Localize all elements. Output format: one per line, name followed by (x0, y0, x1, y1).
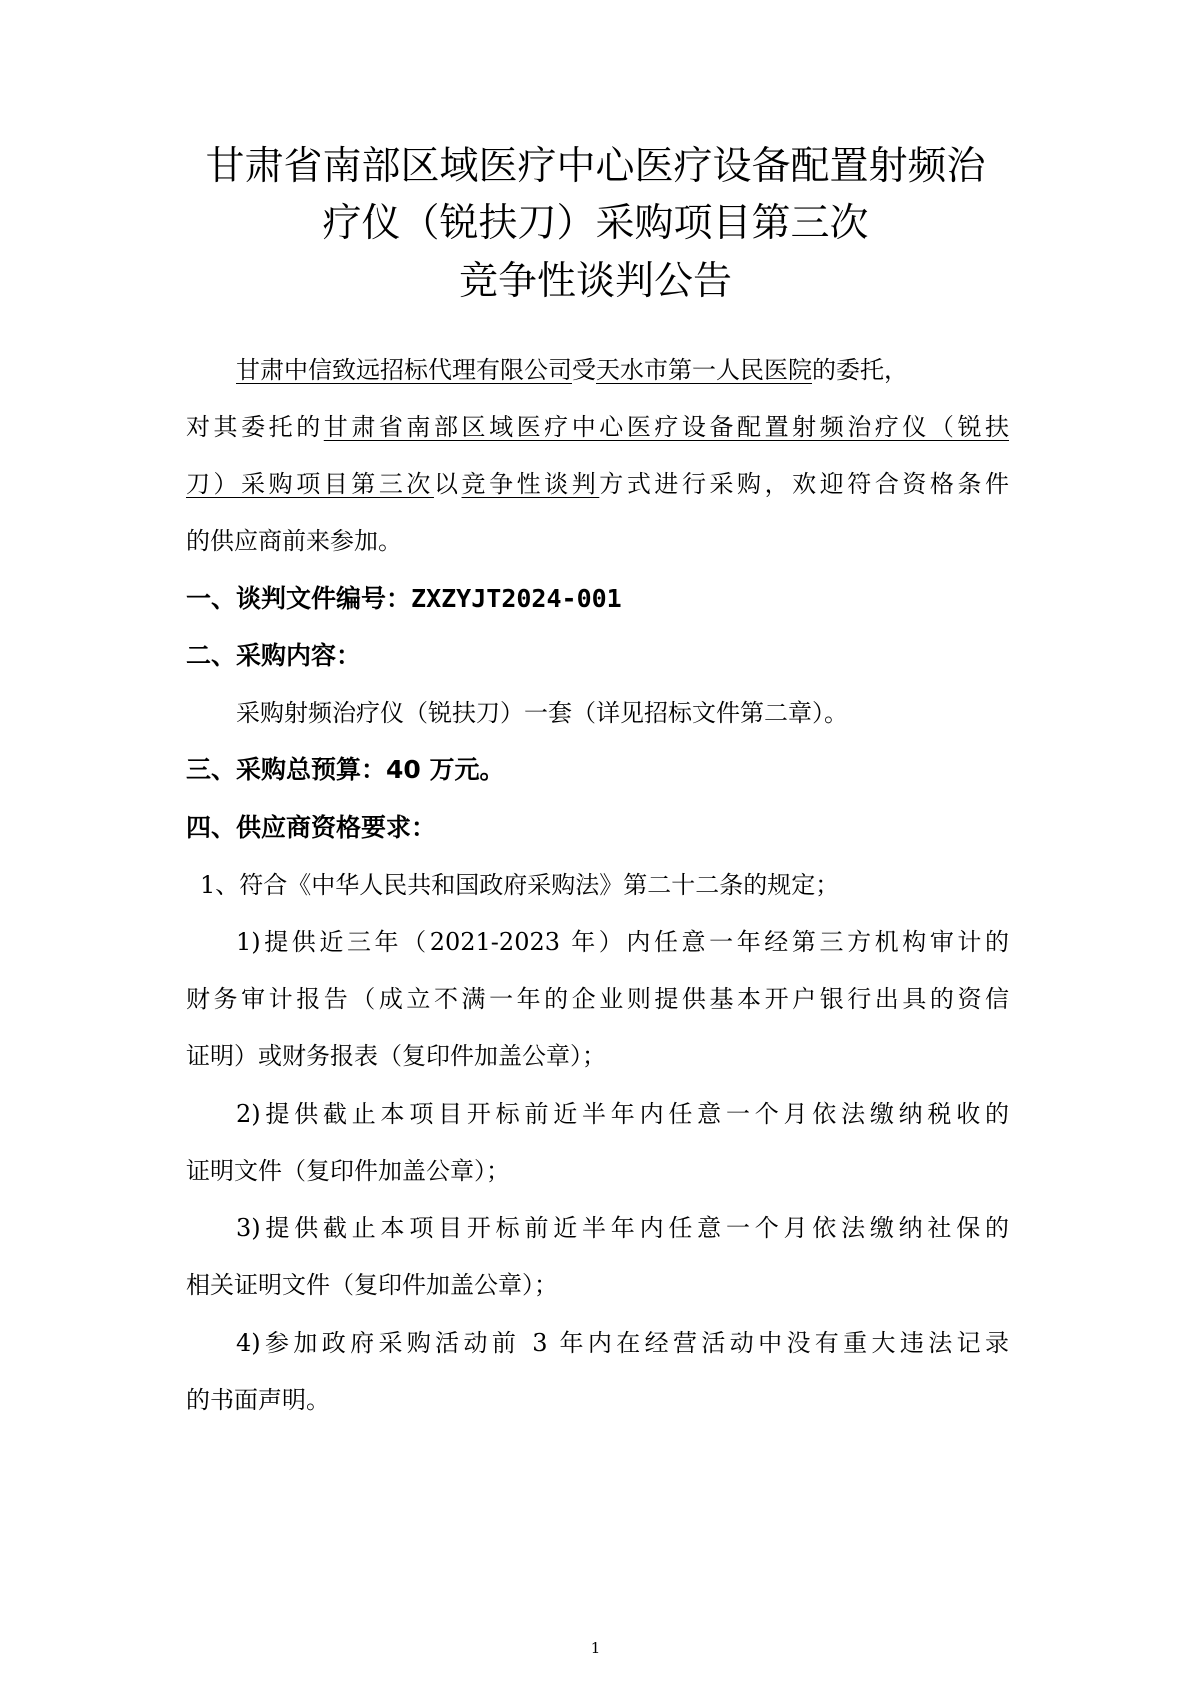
intro-line-1 (236, 353, 908, 387)
requirement-item-2-line-2: 证明文件（复印件加盖公章）； (186, 1157, 510, 1185)
intro-line-4: 的供应商前来参加。 (186, 527, 402, 555)
section-2-heading: 二、采购内容： (186, 641, 362, 670)
section-1-label: 一、谈判文件编号： (186, 584, 412, 613)
page-number: 1 (590, 1639, 601, 1657)
intro-text: 的委托， (812, 356, 908, 384)
requirement-item-3-line-1: 3)提供截止本项目开标前近半年内任意一个月依法缴纳社保的 (236, 1214, 1009, 1242)
requirement-item-1-line-2: 财务审计报告（成立不满一年的企业则提供基本开户银行出具的资信 (186, 985, 1009, 1013)
intro-line-2 (186, 410, 1009, 444)
requirement-item-3-line-2: 相关证明文件（复印件加盖公章）； (186, 1271, 558, 1299)
intro-text: 以 (433, 470, 462, 498)
section-2-body: 采购射频治疗仪（锐扶刀）一套（详见招标文件第二章）。 (236, 699, 848, 727)
client-name: 天水市第一人民医院 (596, 356, 812, 384)
intro-text: 方式进行采购，欢迎符合资格条件 (599, 470, 1010, 498)
document-code: ZXZYJT2024-001 (411, 584, 622, 613)
requirement-item-1-line-3: 证明）或财务报表（复印件加盖公章）； (186, 1042, 606, 1070)
requirement-item-1-line-1: 1)提供近三年（2021-2023 年）内任意一年经第三方机构审计的 (236, 928, 1009, 956)
title-line-2: 疗仪（锐扶刀）采购项目第三次 (322, 201, 869, 246)
project-name-part-1: 甘肃省南部区域医疗中心医疗设备配置射频治疗仪（锐扶 (323, 413, 1010, 441)
section-3-heading: 三、采购总预算：40 万元。 (186, 755, 505, 784)
title-line-3: 竞争性谈判公告 (458, 259, 732, 304)
intro-text: 受 (572, 356, 596, 384)
requirement-item-4-line-2: 的书面声明。 (186, 1386, 330, 1414)
requirement-item-4-line-1: 4)参加政府采购活动前 3 年内在经营活动中没有重大违法记录 (236, 1329, 1009, 1357)
requirement-item-2-line-1: 2)提供截止本项目开标前近半年内任意一个月依法缴纳税收的 (236, 1100, 1009, 1128)
project-name-part-2: 刀）采购项目第三次 (186, 470, 434, 498)
requirement-1: 1、符合《中华人民共和国政府采购法》第二十二条的规定； (200, 871, 840, 899)
procurement-method: 竞争性谈判 (461, 470, 600, 498)
intro-text: 对其委托的 (186, 413, 324, 441)
section-1-heading (186, 582, 622, 616)
intro-line-3 (186, 467, 1009, 501)
section-4-heading: 四、供应商资格要求： (186, 813, 437, 842)
agency-name: 甘肃中信致远招标代理有限公司 (236, 356, 572, 384)
title-line-1: 甘肃省南部区域医疗中心医疗设备配置射频治 (205, 144, 986, 189)
